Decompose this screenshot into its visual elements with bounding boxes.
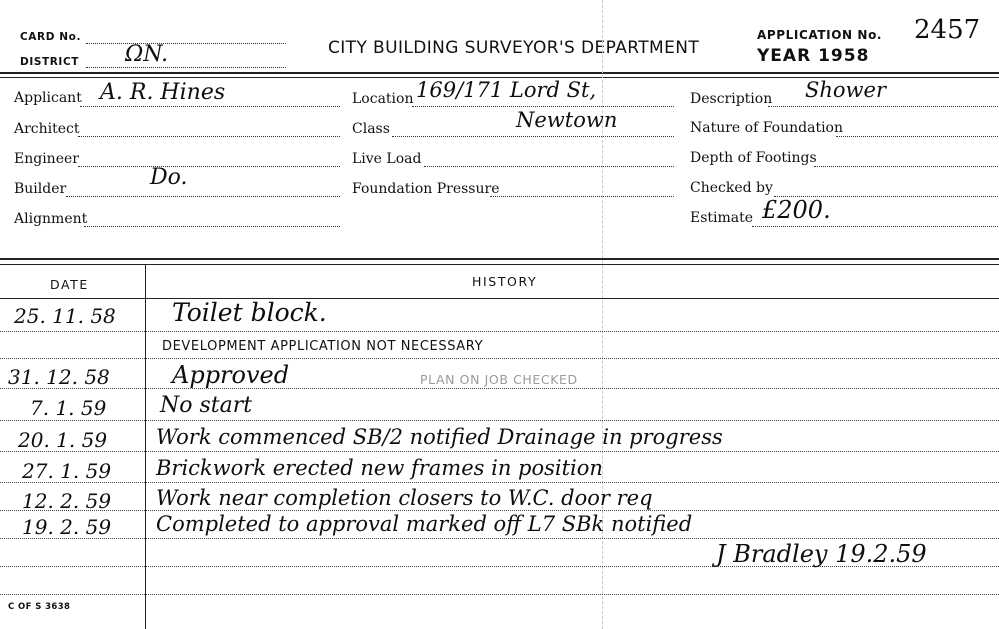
applicant-value: A. R. Hines (100, 80, 226, 105)
history-date: 12. 2. 59 (22, 489, 112, 513)
history-date: 31. 12. 58 (8, 365, 110, 389)
location-value: 169/171 Lord St, (416, 78, 597, 102)
history-row-line (0, 331, 999, 332)
engineer-line (78, 166, 340, 167)
history-row-line (0, 388, 999, 389)
history-rule-bottom (0, 264, 999, 265)
location-label: Location (352, 91, 414, 107)
department-title: CITY BUILDING SURVEYOR'S DEPARTMENT (328, 38, 700, 58)
history-text: No start (160, 393, 253, 418)
history-text: Brickwork erected new frames in position (156, 456, 603, 480)
history-row-line (0, 420, 999, 421)
builder-label: Builder (14, 181, 67, 197)
history-header: HISTORY (472, 274, 538, 289)
nature-of-foundation-line (836, 136, 998, 137)
history-rule-top (0, 258, 999, 260)
builder-line (66, 196, 340, 197)
estimate-value: £200. (762, 196, 831, 224)
date-column-divider (145, 265, 146, 629)
history-stamp-plan-checked: PLAN ON JOB CHECKED (420, 372, 578, 387)
architect-label: Architect (14, 121, 80, 137)
estimate-line (752, 226, 998, 227)
history-row-line (0, 538, 999, 539)
location-line (412, 106, 674, 107)
live-load-line (424, 166, 674, 167)
builder-value: Do. (150, 165, 188, 190)
history-text: Toilet block. (172, 298, 327, 327)
history-text: Work near completion closers to W.C. door req (156, 486, 653, 510)
description-value: Shower (805, 78, 886, 102)
description-label: Description (690, 91, 773, 107)
history-stamp-development: DEVELOPMENT APPLICATION NOT NECESSARY (162, 339, 484, 354)
foundation-pressure-label: Foundation Pressure (352, 181, 500, 197)
checked-by-label: Checked by (690, 180, 773, 196)
foundation-pressure-line (490, 196, 674, 197)
history-header-rule (0, 298, 999, 299)
class-line (392, 136, 674, 137)
live-load-label: Live Load (352, 151, 422, 167)
class-label: Class (352, 121, 390, 137)
history-text: Approved (172, 361, 290, 389)
history-date: 19. 2. 59 (22, 515, 112, 539)
history-text: Completed to approval marked off L7 SBk notified (156, 512, 693, 536)
estimate-label: Estimate (690, 210, 754, 226)
year: YEAR 1958 (757, 46, 870, 66)
signature: J Bradley 19.2.59 (716, 540, 927, 568)
history-date: 7. 1. 59 (30, 396, 107, 420)
engineer-label: Engineer (14, 151, 79, 167)
district-line (86, 67, 286, 68)
nature-of-foundation-label: Nature of Foundation (690, 120, 843, 136)
history-date: 27. 1. 59 (22, 459, 112, 483)
depth-of-footings-line (814, 166, 998, 167)
history-row-line (0, 358, 999, 359)
card-no-line (86, 43, 286, 44)
alignment-line (84, 226, 340, 227)
application-no: 2457 (914, 15, 981, 45)
card-no-label: CARD No. (20, 31, 82, 43)
history-date: 20. 1. 59 (18, 428, 108, 452)
depth-of-footings-label: Depth of Footings (690, 150, 817, 166)
class-value: Newtown (516, 108, 618, 132)
date-header: DATE (50, 277, 89, 292)
history-row-line (0, 482, 999, 483)
description-line (768, 106, 998, 107)
district-value: ΩN. (125, 42, 169, 67)
history-row-line (0, 594, 999, 595)
history-row-line (0, 451, 999, 452)
application-no-label: APPLICATION No. (757, 28, 883, 42)
form-code: C OF S 3638 (8, 602, 71, 612)
applicant-label: Applicant (14, 90, 82, 106)
header-rule-top (0, 72, 999, 74)
history-text: Work commenced SB/2 notified Drainage in progress (156, 425, 723, 449)
district-label: DISTRICT (20, 56, 80, 68)
history-date: 25. 11. 58 (14, 304, 116, 328)
architect-line (78, 136, 340, 137)
applicant-line (80, 106, 340, 107)
history-row-line (0, 510, 999, 511)
alignment-label: Alignment (14, 211, 88, 227)
